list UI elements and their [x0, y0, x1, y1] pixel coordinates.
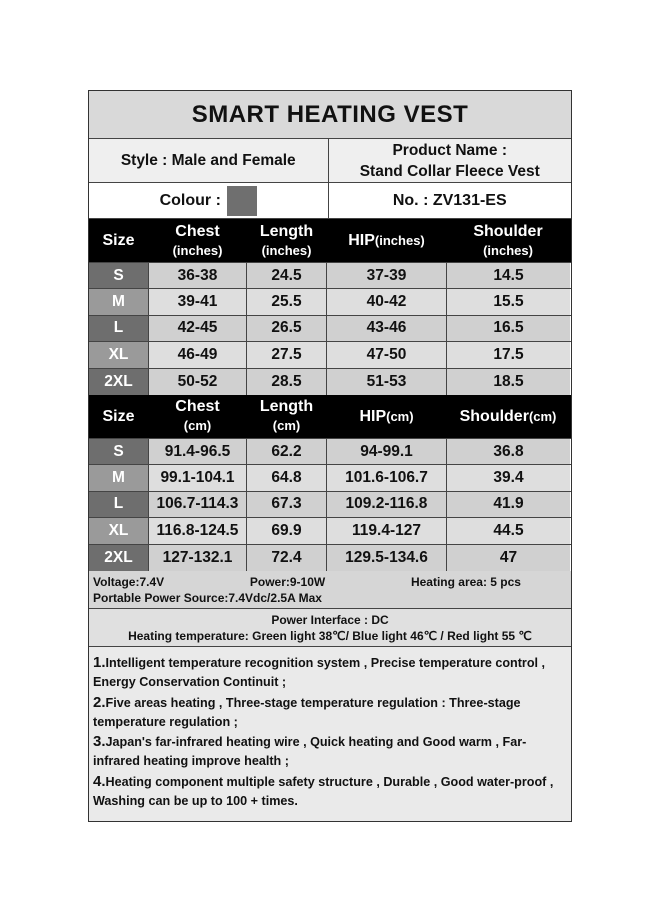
- feature-item: [93, 732, 567, 772]
- header-shoulder-label: Shoulder: [459, 407, 529, 425]
- inch-size-cell: S: [89, 263, 149, 288]
- cm-hip-cell: 129.5-134.6: [327, 545, 447, 571]
- cm-shoulder-cell: 41.9: [447, 492, 570, 517]
- header-shoulder-label: Shoulder: [473, 222, 543, 240]
- table-row: [89, 545, 571, 571]
- cm-chest-cell: 91.4-96.5: [149, 439, 247, 464]
- cm-chest-cell: 116.8-124.5: [149, 518, 247, 543]
- header-hip-unit: (cm): [386, 408, 414, 424]
- cm-chest-cell: 99.1-104.1: [149, 465, 247, 490]
- header-length-label: Length: [259, 222, 314, 240]
- header-hip-unit: (inches): [374, 233, 425, 248]
- header-hip: [327, 395, 447, 438]
- feature-item: [93, 653, 567, 693]
- style-label: Style : Male and Female: [89, 139, 329, 182]
- cm-hip-cell: 119.4-127: [327, 518, 447, 543]
- cm-chest-cell: 127-132.1: [149, 545, 247, 571]
- inch-table-body: [89, 263, 571, 395]
- inch-shoulder-cell: 18.5: [447, 369, 570, 395]
- table-row: [89, 369, 571, 395]
- header-chest-unit: (cm): [183, 418, 212, 434]
- inch-length-cell: 26.5: [247, 316, 327, 341]
- style-product-row: [89, 139, 571, 183]
- feature-item: [93, 693, 567, 733]
- inch-chest-cell: 50-52: [149, 369, 247, 395]
- cm-table-header: [89, 395, 571, 439]
- header-chest: [149, 219, 247, 262]
- cm-hip-cell: 101.6-106.7: [327, 465, 447, 490]
- header-hip-label: HIP: [348, 232, 375, 249]
- cm-shoulder-cell: 36.8: [447, 439, 570, 464]
- header-length-label: Length: [259, 398, 314, 416]
- header-shoulder-unit: (cm): [528, 408, 557, 424]
- header-hip: [327, 219, 447, 262]
- inch-chest-cell: 46-49: [149, 342, 247, 367]
- inch-length-cell: 27.5: [247, 342, 327, 367]
- header-length: [247, 219, 327, 262]
- power-interface-block: [89, 609, 571, 647]
- header-shoulder: [447, 395, 570, 438]
- header-chest-label: Chest: [175, 222, 220, 240]
- model-number: No. : ZV131-ES: [329, 183, 572, 218]
- inch-shoulder-cell: 17.5: [447, 342, 570, 367]
- inch-size-cell: XL: [89, 342, 149, 367]
- cm-size-cell: 2XL: [89, 545, 149, 571]
- header-chest-label: Chest: [175, 398, 220, 416]
- header-length-unit: (cm): [272, 418, 301, 434]
- header-length-unit: (inches): [261, 242, 312, 258]
- inch-size-cell: 2XL: [89, 369, 149, 395]
- inch-shoulder-cell: 15.5: [447, 289, 570, 314]
- cm-length-cell: 69.9: [247, 518, 327, 543]
- cm-length-cell: 64.8: [247, 465, 327, 490]
- table-row: [89, 316, 571, 342]
- cm-length-cell: 67.3: [247, 492, 327, 517]
- table-row: [89, 518, 571, 544]
- heating-temperature-text: Heating temperature: Green light 38℃/ Blue light 46℃ / Red light 55 ℃: [128, 628, 532, 643]
- cm-hip-cell: 94-99.1: [327, 439, 447, 464]
- inch-hip-cell: 47-50: [327, 342, 447, 367]
- feature-item: [93, 772, 567, 812]
- table-row: [89, 289, 571, 315]
- colour-row: [89, 183, 571, 219]
- table-row: [89, 465, 571, 491]
- header-chest: [149, 395, 247, 438]
- table-row: [89, 342, 571, 368]
- cm-length-cell: 62.2: [247, 439, 327, 464]
- header-length: [247, 395, 327, 438]
- inch-chest-cell: 36-38: [149, 263, 247, 288]
- cm-shoulder-cell: 39.4: [447, 465, 570, 490]
- product-name-cell: [329, 139, 572, 182]
- feature-number: 2.: [93, 693, 106, 711]
- feature-text: Heating component multiple safety structure , Durable , Good water-proof , Washing can be up to 100 + times.: [93, 774, 554, 808]
- inch-chest-cell: 39-41: [149, 289, 247, 314]
- product-name-value: Stand Collar Fleece Vest: [359, 162, 540, 180]
- feature-text: Five areas heating , Three-stage temperature regulation : Three-stage temperature regulation ;: [93, 695, 521, 729]
- inch-length-cell: 24.5: [247, 263, 327, 288]
- cm-shoulder-cell: 47: [447, 545, 570, 571]
- cm-size-cell: XL: [89, 518, 149, 543]
- header-shoulder: [447, 219, 570, 262]
- features-list: [89, 647, 571, 821]
- cm-chest-cell: 106.7-114.3: [149, 492, 247, 517]
- cm-shoulder-cell: 44.5: [447, 518, 570, 543]
- inch-size-cell: L: [89, 316, 149, 341]
- cm-length-cell: 72.4: [247, 545, 327, 571]
- cm-table-body: [89, 439, 571, 571]
- inch-table-header: [89, 219, 571, 263]
- power-source-text: Portable Power Source:7.4Vdc/2.5A Max: [93, 590, 322, 605]
- feature-number: 1.: [93, 653, 106, 671]
- page-title: SMART HEATING VEST: [89, 91, 571, 139]
- inch-hip-cell: 37-39: [327, 263, 447, 288]
- power-interface-text: Power Interface : DC: [271, 612, 389, 627]
- table-row: [89, 492, 571, 518]
- heating-area-text: Heating area: 5 pcs: [410, 574, 521, 589]
- feature-number: 4.: [93, 772, 106, 790]
- power-text: Power:9-10W: [249, 574, 326, 589]
- specs-line-1: [93, 575, 567, 589]
- cm-hip-cell: 109.2-116.8: [327, 492, 447, 517]
- product-name-label: Product Name :: [392, 141, 508, 159]
- cm-size-cell: M: [89, 465, 149, 490]
- inch-shoulder-cell: 16.5: [447, 316, 570, 341]
- colour-cell: [89, 183, 329, 218]
- inch-hip-cell: 51-53: [327, 369, 447, 395]
- colour-swatch: [227, 186, 257, 216]
- table-row: [89, 263, 571, 289]
- inch-chest-cell: 42-45: [149, 316, 247, 341]
- cm-size-cell: L: [89, 492, 149, 517]
- inch-length-cell: 28.5: [247, 369, 327, 395]
- cm-size-cell: S: [89, 439, 149, 464]
- feature-text: Intelligent temperature recognition system , Precise temperature control , Energy Conservation Continuit ;: [93, 655, 546, 690]
- header-size: Size: [89, 219, 149, 262]
- inch-length-cell: 25.5: [247, 289, 327, 314]
- header-shoulder-unit: (inches): [483, 242, 533, 258]
- inch-shoulder-cell: 14.5: [447, 263, 570, 288]
- colour-label: Colour :: [159, 191, 221, 209]
- header-chest-unit: (inches): [172, 242, 223, 258]
- header-size: Size: [89, 395, 149, 438]
- feature-text: Japan's far-infrared heating wire , Quick heating and Good warm , Far-infrared heating improve health ;: [93, 735, 527, 769]
- voltage-text: Voltage:7.4V: [93, 574, 165, 589]
- feature-number: 3.: [93, 733, 106, 751]
- table-row: [89, 439, 571, 465]
- inch-size-cell: M: [89, 289, 149, 314]
- size-chart-sheet: [88, 90, 572, 822]
- header-hip-label: HIP: [359, 407, 387, 425]
- specs-block: [89, 571, 571, 609]
- inch-hip-cell: 40-42: [327, 289, 447, 314]
- inch-hip-cell: 43-46: [327, 316, 447, 341]
